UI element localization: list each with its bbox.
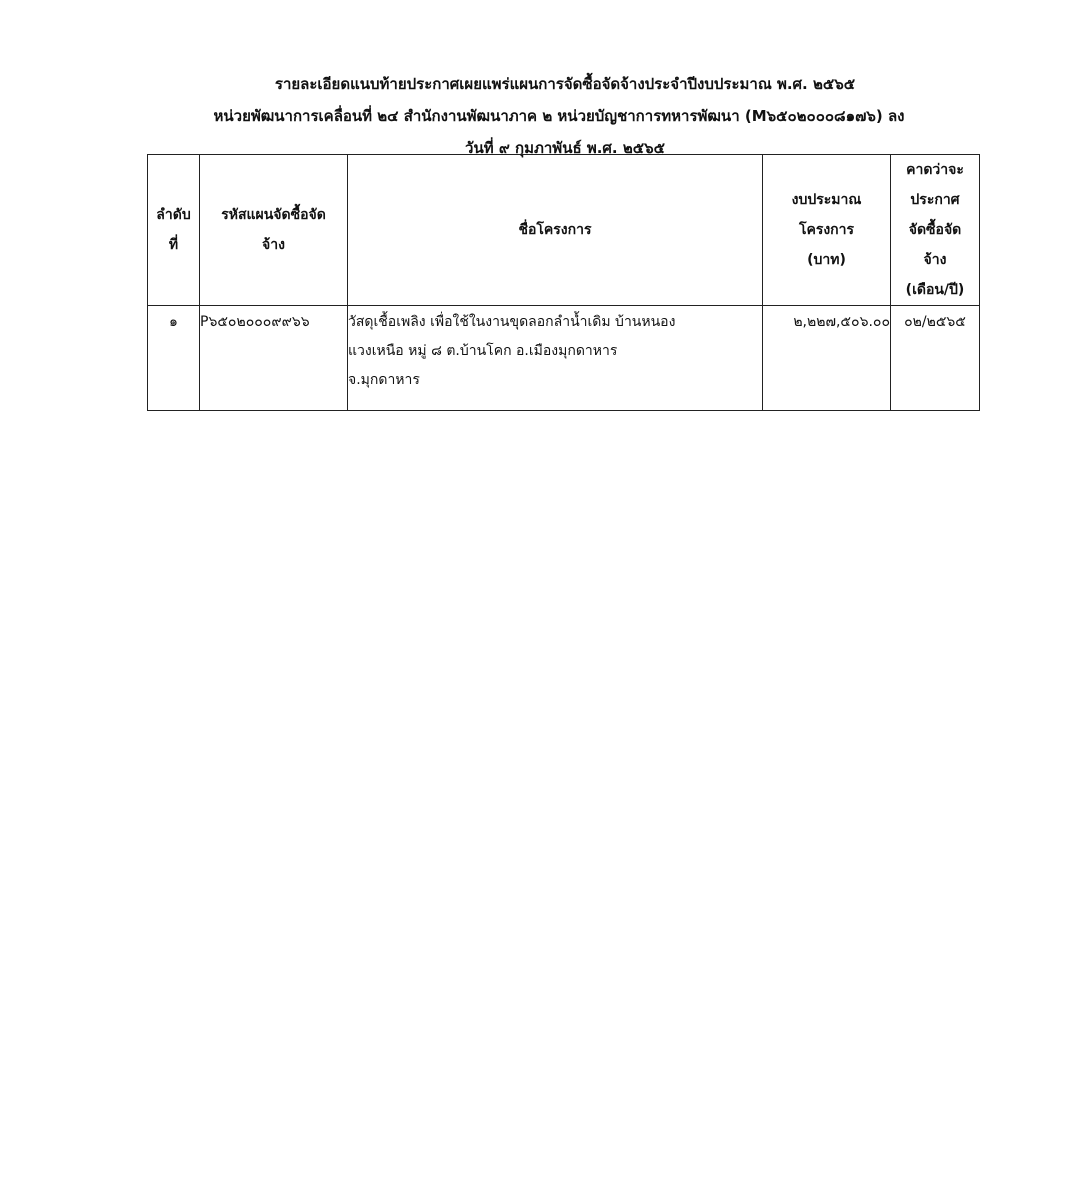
title-line-1: รายละเอียดแนบท้ายประกาศเผยแพร่แผนการจัดซื้อจัดจ้างประจำปีงบประมาณ พ.ศ. ๒๕๖๕ <box>274 75 856 93</box>
header-plan-code <box>200 155 348 306</box>
header-project-name-line: ชื่อโครงการ <box>518 222 592 238</box>
cell-project-name <box>348 306 763 411</box>
header-expected-month <box>891 155 980 306</box>
cell-budget: ๒,๒๒๗,๕๐๖.๐๐ <box>763 306 891 411</box>
header-expected-month-line: (เดือน/ปี) <box>905 282 965 298</box>
procurement-plan-table <box>147 154 980 411</box>
title-line-3: วันที่ ๙ กุมภาพันธ์ พ.ศ. ๒๕๖๕ <box>465 139 665 157</box>
document-title <box>140 68 990 164</box>
header-plan-code-line: รหัสแผนจัดซื้อจัด <box>221 207 326 223</box>
project-name-line: จ.มุกดาหาร <box>348 372 420 388</box>
header-sequence <box>148 155 200 306</box>
header-budget-line: โครงการ <box>798 222 855 238</box>
title-line-2: หน่วยพัฒนาการเคลื่อนที่ ๒๔ สำนักงานพัฒนาภาค ๒ หน่วยบัญชาการทหารพัฒนา (M๖๕๐๒๐๐๐๘๑๗๖) ลง <box>213 107 905 125</box>
header-budget-line: (บาท) <box>807 252 846 268</box>
header-expected-month-line: คาดว่าจะ <box>906 162 964 178</box>
header-expected-month-line: จ้าง <box>923 252 947 268</box>
header-expected-month-line: ประกาศ <box>910 192 960 208</box>
header-sequence-line: ที่ <box>168 237 179 253</box>
table-header-row <box>148 155 980 306</box>
header-expected-month-line: จัดซื้อจัด <box>908 222 962 238</box>
header-project-name <box>348 155 763 306</box>
cell-sequence: ๑ <box>148 306 200 411</box>
header-budget <box>763 155 891 306</box>
header-budget-line: งบประมาณ <box>791 192 862 208</box>
project-name-line: วัสดุเชื้อเพลิง เพื่อใช้ในงานขุดลอกลำน้ำเดิม บ้านหนอง <box>348 314 676 330</box>
cell-plan-code: P๖๕๐๒๐๐๐๙๙๖๖ <box>200 306 348 411</box>
cell-expected-month: ๐๒/๒๕๖๕ <box>891 306 980 411</box>
table-row <box>148 306 980 411</box>
header-sequence-line: ลำดับ <box>156 207 191 223</box>
project-name-line: แวงเหนือ หมู่ ๘ ต.บ้านโคก อ.เมืองมุกดาหาร <box>348 343 618 359</box>
header-plan-code-line: จ้าง <box>262 237 285 253</box>
